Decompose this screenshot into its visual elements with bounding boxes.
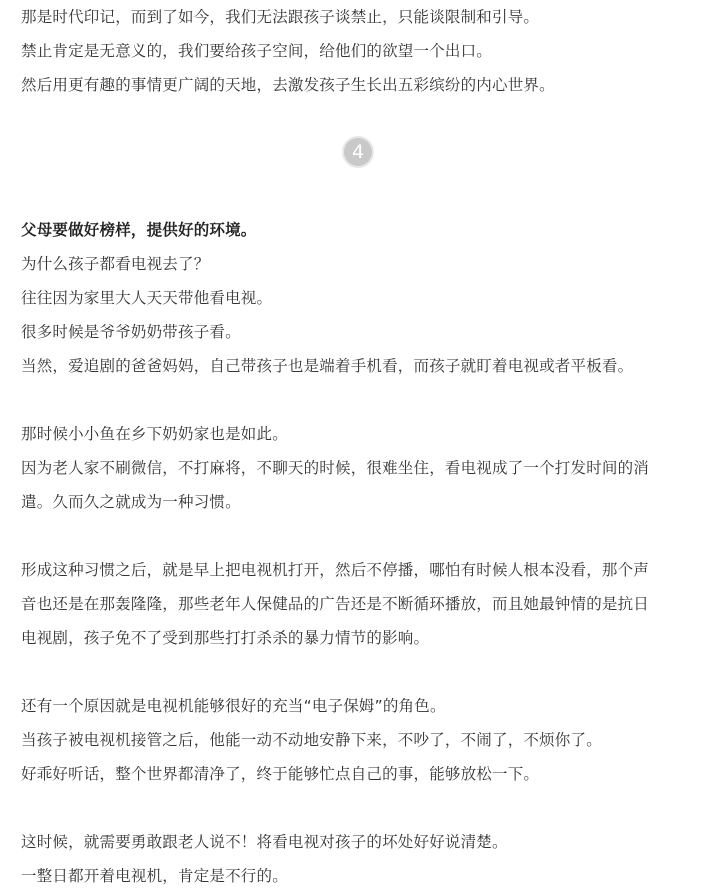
paragraph-line: 为什么孩子都看电视去了？ [21, 255, 210, 273]
paragraph-line: 然后用更有趣的事情更广阔的天地，去激发孩子生长出五彩缤纷的内心世界。 [21, 76, 555, 94]
paragraph-line: 禁止肯定是无意义的，我们要给孩子空间，给他们的欲望一个出口。 [21, 42, 493, 60]
paragraph-line: 当然，爱追剧的爸爸妈妈，自己带孩子也是端着手机看，而孩子就盯着电视或者平板看。 [21, 357, 634, 375]
paragraph-line: 很多时候是爷爷奶奶带孩子看。 [21, 323, 241, 341]
paragraph-line: 那是时代印记，而到了如今，我们无法跟孩子谈禁止，只能谈限制和引导。 [21, 8, 540, 26]
paragraph-line: 音也还是在那轰隆隆，那些老年人保健品的广告还是不断循环播放，而且她最钟情的是抗日 [21, 595, 650, 613]
paragraph-spacer [21, 383, 711, 417]
paragraph-line: 这时候，就需要勇敢跟老人说不！将看电视对孩子的坏处好好说清楚。 [21, 833, 508, 851]
paragraph-line: 往往因为家里大人天天带他看电视。 [21, 289, 273, 307]
paragraph-line: 当孩子被电视机接管之后，他能一动不动地安静下来，不吵了，不闹了，不烦你了。 [21, 731, 602, 749]
paragraph-line: 那时候小小鱼在乡下奶奶家也是如此。 [21, 425, 288, 443]
article-body [21, 0, 711, 893]
paragraph-line: 形成这种习惯之后，就是早上把电视机打开，然后不停播，哪怕有时候人根本没看，那个声 [21, 561, 650, 579]
paragraph-spacer [21, 655, 711, 689]
section-divider [21, 102, 711, 213]
paragraph-line: 还有一个原因就是电视机能够很好的充当“电子保姆”的角色。 [21, 697, 446, 715]
paragraph-line: 电视剧，孩子免不了受到那些打打杀杀的暴力情节的影响。 [21, 629, 430, 647]
paragraph-line: 一整日都开着电视机，肯定是不行的。 [21, 867, 288, 885]
paragraph-line: 遣。久而久之就成为一种习惯。 [21, 493, 241, 511]
section-number: 4 [351, 140, 365, 163]
paragraph-spacer [21, 791, 711, 825]
section-heading: 父母要做好榜样，提供好的环境。 [21, 221, 257, 239]
paragraph-spacer [21, 519, 711, 553]
section-number-badge [342, 136, 374, 168]
paragraph-line: 因为老人家不刷微信，不打麻将，不聊天的时候，很难坐住，看电视成了一个打发时间的消 [21, 459, 650, 477]
paragraph-line: 好乖好听话，整个世界都清净了，终于能够忙点自己的事，能够放松一下。 [21, 765, 540, 783]
